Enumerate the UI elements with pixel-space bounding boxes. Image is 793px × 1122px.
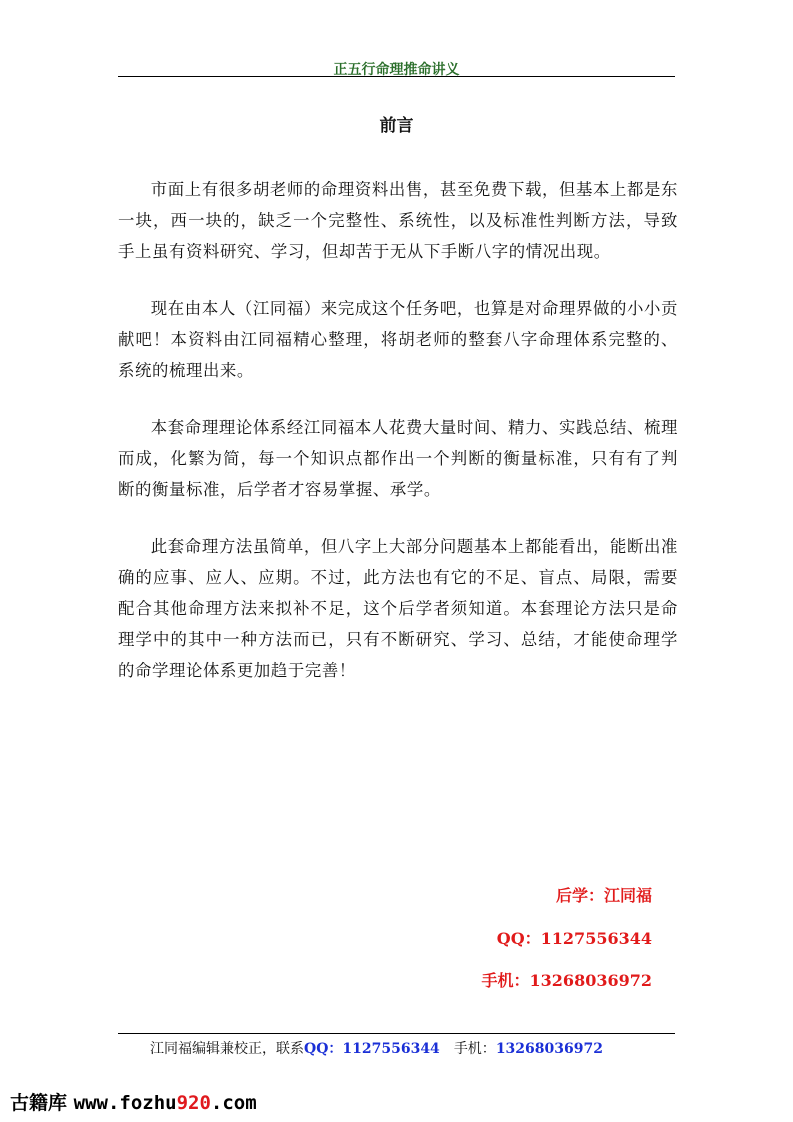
watermark-url-prefix: www.fozhu: [73, 1092, 177, 1114]
footer-editor-text: 江同福编辑兼校正，联系: [150, 1041, 304, 1057]
page-title: 前言: [379, 116, 414, 136]
watermark-site-name: 古籍库: [10, 1092, 68, 1114]
paragraph: 此套命理方法虽简单，但八字上大部分问题基本上都能看出，能断出准确的应事、应人、应期。不过，此方法也有它的不足、盲点、局限，需要配合其他命理方法来拟补不足，这个后学者须知道。本套理论方法只是命理学中的其中一种方法而已，只有不断研究、学习、总结，才能使命理学的命学理论体系更加趋于完善！: [118, 537, 678, 680]
footer-qq-value: 1127556344: [342, 1041, 440, 1057]
paragraph: 市面上有很多胡老师的命理资料出售，甚至免费下载，但基本上都是东一块，西一块的，缺乏一个完整性、系统性，以及标准性判断方法，导致手上虽有资料研究、学习，但却苦于无从下手断八字的情况出现。: [118, 180, 678, 261]
signature-phone: 手机：13268036972: [481, 971, 652, 990]
site-watermark: [10, 1088, 257, 1115]
body-text: [118, 174, 678, 712]
signature-qq: QQ：1127556344: [496, 929, 652, 948]
watermark-url-suffix: .com: [210, 1092, 257, 1114]
paragraph: 现在由本人（江同福）来完成这个任务吧，也算是对命理界做的小小贡献吧！本资料由江同福精心整理，将胡老师的整套八字命理体系完整的、系统的梳理出来。: [118, 299, 678, 380]
footer-qq-label: QQ：: [304, 1041, 343, 1057]
running-header-title: 正五行命理推命讲义: [333, 62, 460, 78]
footer-divider: [118, 1033, 675, 1034]
signature-name: 后学：江同福: [555, 886, 652, 905]
footer-phone-value: 13268036972: [495, 1041, 603, 1057]
header-divider: [118, 76, 675, 77]
footer-phone-label: 手机：: [453, 1041, 496, 1057]
footer-contact: [150, 1038, 603, 1058]
watermark-url-number: 920: [176, 1092, 211, 1114]
paragraph: 本套命理理论体系经江同福本人花费大量时间、精力、实践总结、梳理而成，化繁为简，每一个知识点都作出一个判断的衡量标准，只有有了判断的衡量标准，后学者才容易掌握、承学。: [118, 418, 678, 499]
